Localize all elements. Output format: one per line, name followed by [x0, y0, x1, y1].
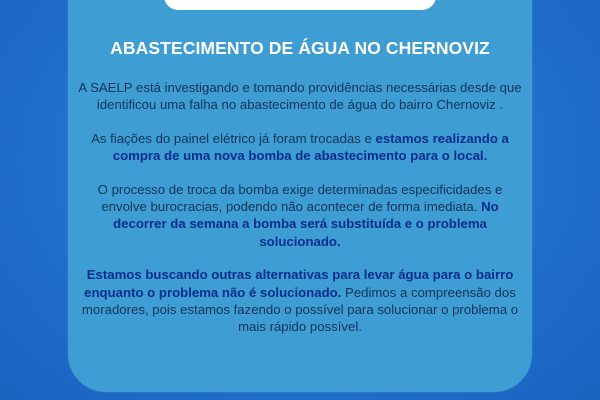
- paragraph-3-text: O processo de troca da bomba exige determinadas especificidades e envolve burocracias, podendo não acontecer de forma imediata.: [97, 181, 503, 215]
- announcement-body: [78, 79, 522, 352]
- paragraph-1-text: A SAELP está investigando e tomando providências necessárias desde que identificou uma falha no abastecimento de água do bairro Chernoviz .: [78, 80, 522, 113]
- paragraph-1: [78, 79, 522, 114]
- paragraph-4-highlight: Estamos buscando outras alternativas para levar água para o bairro enquanto o problema não é solucionado.: [84, 267, 514, 300]
- paragraph-3: [78, 181, 522, 251]
- header-tab: [164, 0, 436, 10]
- page-title: ABASTECIMENTO DE ÁGUA NO CHERNOVIZ: [110, 38, 490, 58]
- paragraph-2: [78, 130, 522, 165]
- paragraph-2-text: As fiações do painel elétrico já foram trocadas e: [91, 130, 376, 146]
- paragraph-2-highlight: estamos realizando a compra de uma nova bomba de abastecimento para o local.: [112, 130, 509, 164]
- paragraph-3-highlight: No decorrer da semana a bomba será substituída e o problema solucionado.: [113, 199, 499, 249]
- paragraph-4-text: Pedimos a compreensão dos moradores, pois estamos fazendo o possível para solucionar o problema o mais rápido possível.: [81, 284, 519, 335]
- paragraph-4: [78, 266, 522, 336]
